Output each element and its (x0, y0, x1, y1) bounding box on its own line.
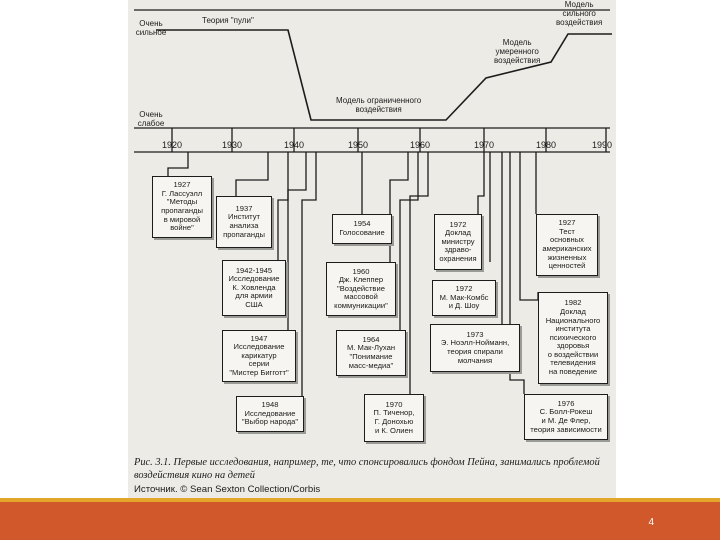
year-label: 1990 (591, 140, 613, 150)
study-box: 1927 Г. Лассуэлл "Методы пропаганды в мировой войне" (152, 176, 212, 238)
study-box: 1948 Исследование "Выбор народа" (236, 396, 304, 432)
strong-level-label: Очень сильное (135, 19, 167, 37)
study-box: 1976 С. Болл-Рокеш и М. Де Флер, теория зависимости (524, 394, 608, 440)
year-label: 1960 (409, 140, 431, 150)
bullet-theory-label: Теория "пули" (202, 16, 254, 25)
study-box: 1970 П. Тиченор, Г. Донохью и К. Олиен (364, 394, 424, 442)
study-box: 1942-1945 Исследование К. Ховленда для армии США (222, 260, 286, 316)
study-box: 1972 Доклад министру здраво- охранения (434, 214, 482, 270)
study-box: 1937 Институт анализа пропаганды (216, 196, 272, 248)
figure-caption: Рис. 3.1. Первые исследования, например, те, что спонсировались фондом Пейна, занимались проблемой воздействия кино на детей (134, 457, 600, 481)
study-box: 1964 М. Мак-Лухан "Понимание масс-медиа" (336, 330, 406, 376)
study-box: 1954 Голосование (332, 214, 392, 244)
year-label: 1930 (221, 140, 243, 150)
scanned-figure (128, 0, 616, 498)
year-label: 1940 (283, 140, 305, 150)
study-box: 1947 Исследование карикатур серии "Мистер Бигготт" (222, 330, 296, 382)
study-box: 1972 М. Мак-Комбс и Д. Шоу (432, 280, 496, 316)
weak-level-label: Очень слабое (137, 110, 165, 128)
study-box: 1960 Дж. Клеппер "Воздействие массовой коммуникации" (326, 262, 396, 316)
year-label: 1970 (473, 140, 495, 150)
year-label: 1920 (161, 140, 183, 150)
footer-band (0, 502, 720, 540)
powerful-effects-label: Модель сильного воздействия (556, 0, 603, 27)
limited-effects-label: Модель ограниченного воздействия (336, 96, 422, 114)
figure-source: Источник. © Sean Sexton Collection/Corbis (134, 484, 321, 495)
year-label: 1950 (347, 140, 369, 150)
study-box: 1927 Тест основных американских жизненных ценностей (536, 214, 598, 276)
year-label: 1980 (535, 140, 557, 150)
page-number: 4 (648, 517, 654, 528)
moderate-effects-label: Модель умеренного воздействия (494, 38, 541, 65)
study-box: 1982 Доклад Национального института психического здоровья о воздействии телевидения на поведение (538, 292, 608, 384)
study-box: 1973 Э. Ноэлл-Нойманн, теория спирали молчания (430, 324, 520, 372)
